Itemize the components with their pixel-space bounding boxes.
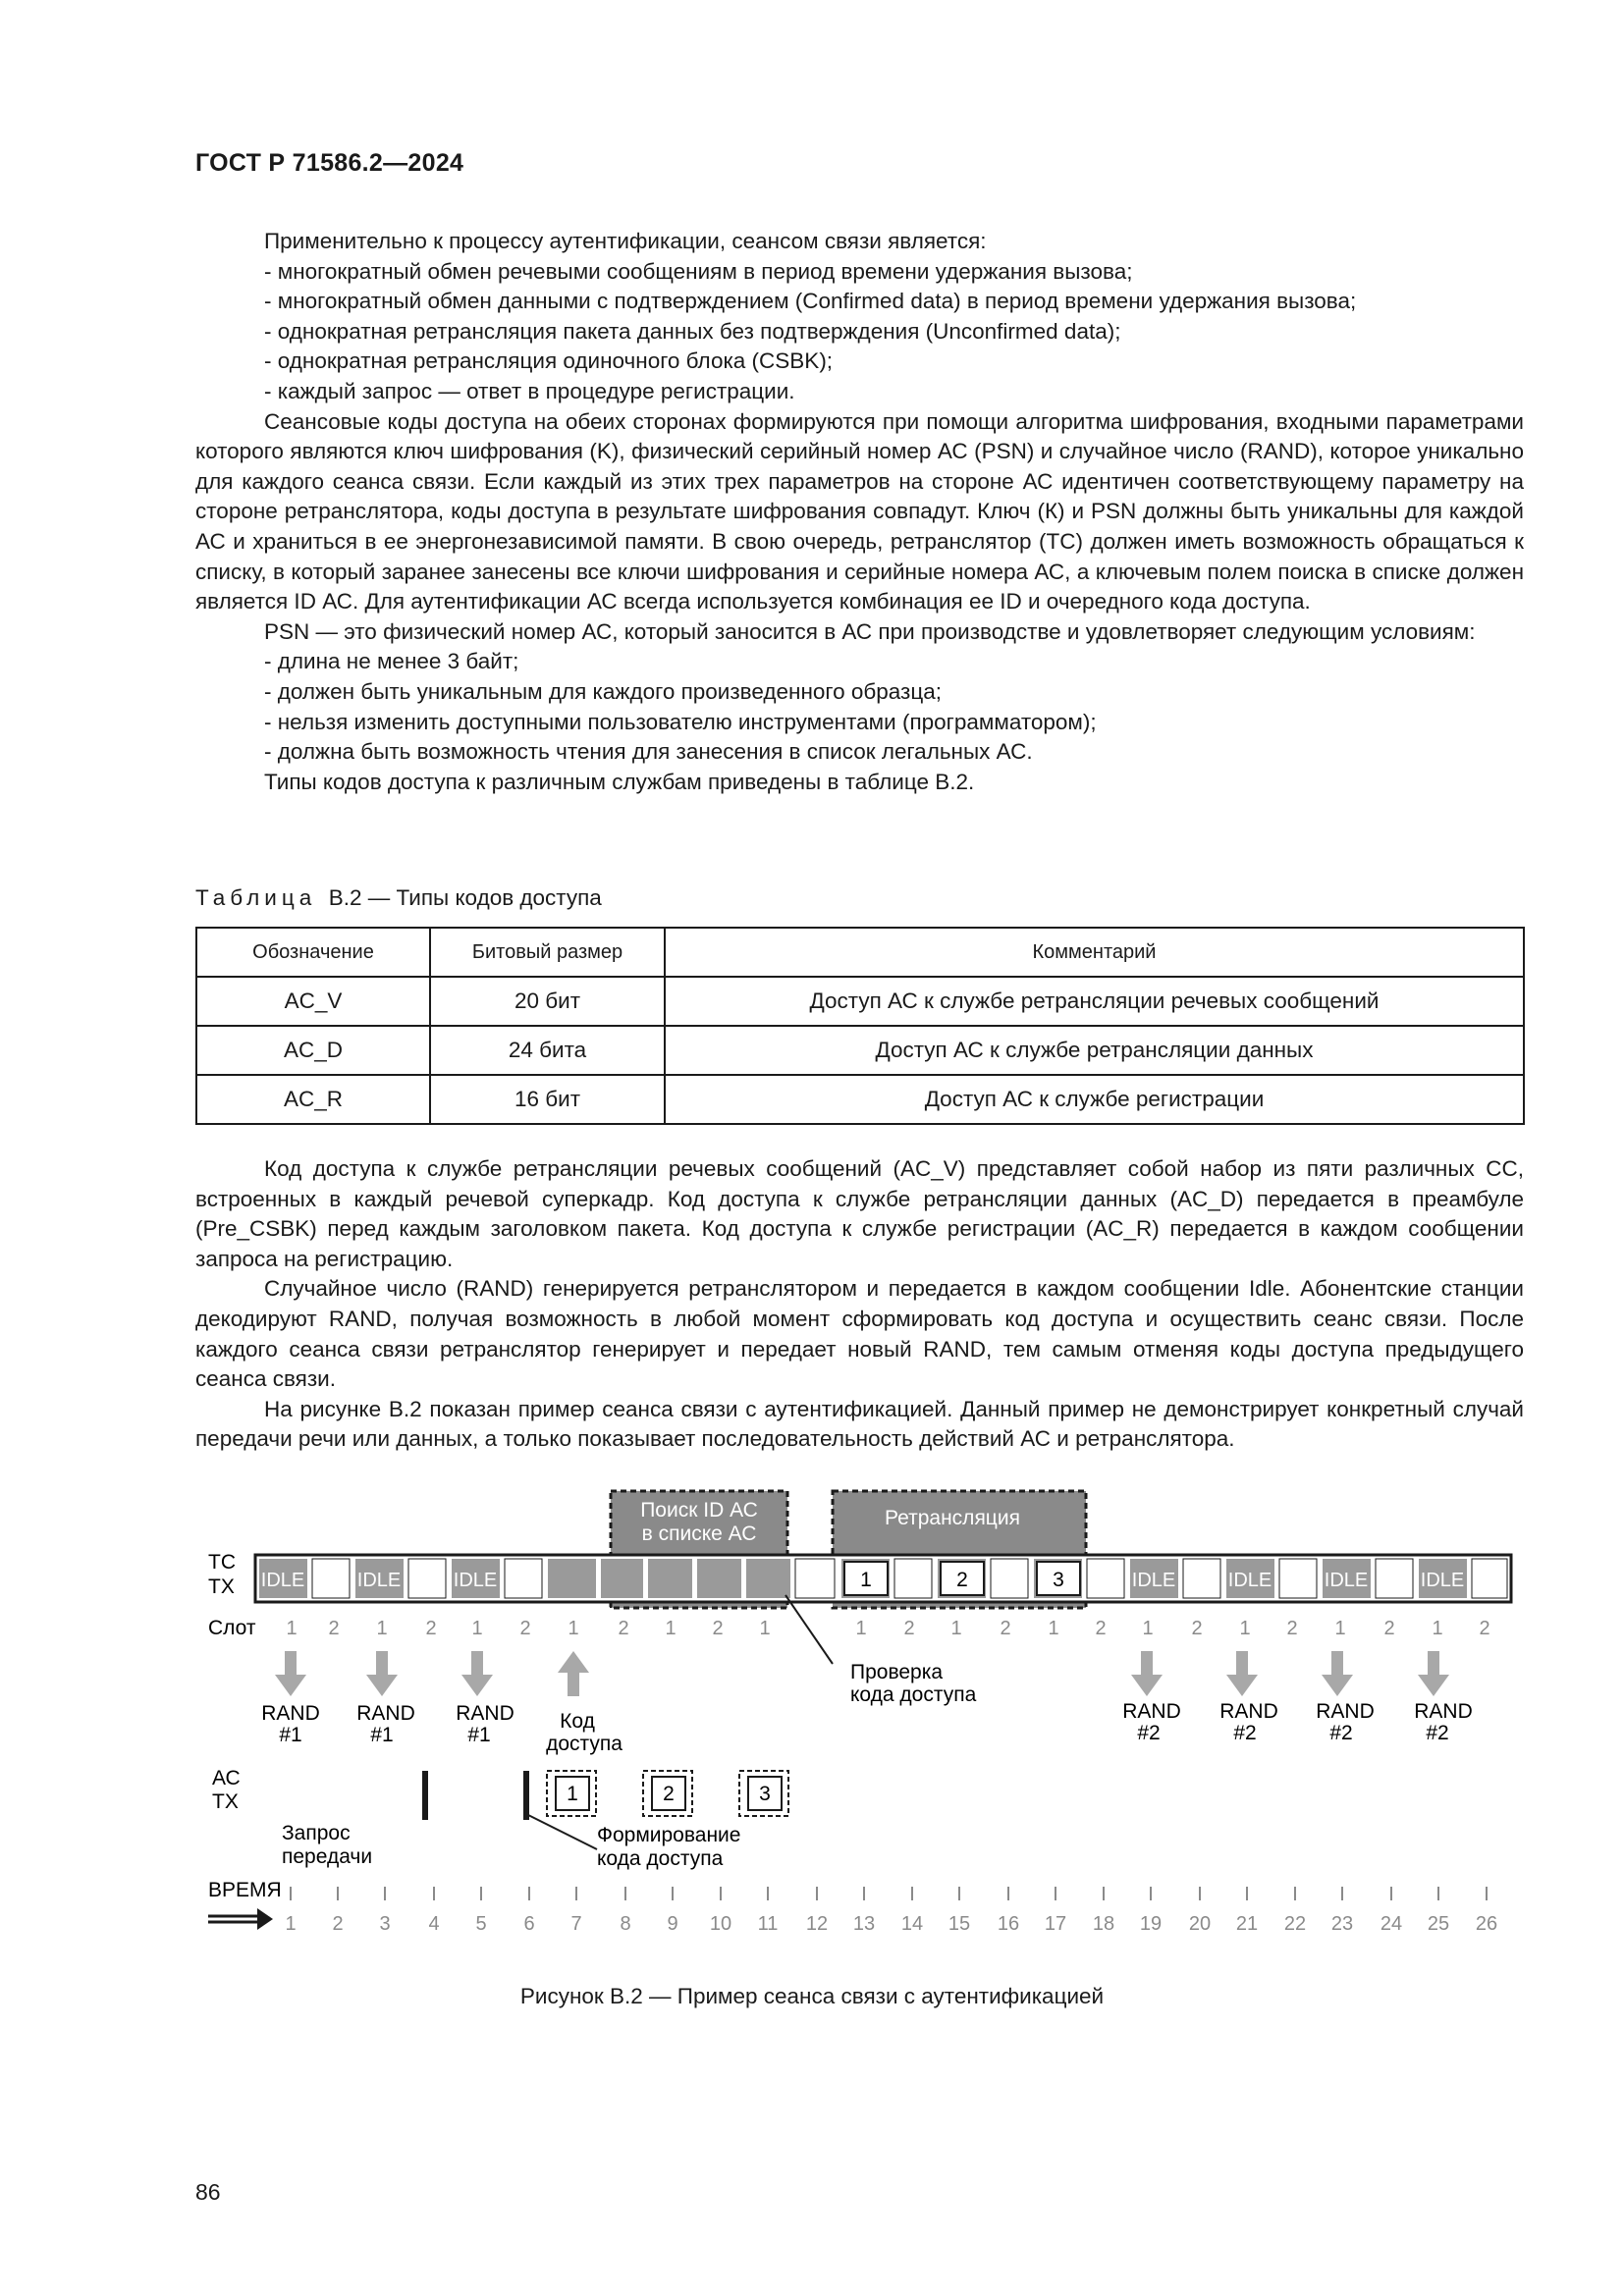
slot-number: 2 [425, 1618, 437, 1639]
slot-numbers [286, 1618, 1489, 1639]
rand-label: RAND [1414, 1700, 1473, 1723]
code-label-line1: Код [560, 1710, 595, 1733]
slot-number: 2 [1000, 1618, 1011, 1639]
relay-slot-1: 1 [860, 1569, 872, 1591]
time-label: ВРЕМЯ [208, 1879, 282, 1901]
rand-index: #1 [279, 1724, 302, 1746]
arrow-down-icon [275, 1651, 306, 1696]
table-header: Обозначение [196, 928, 430, 977]
rand-index: #1 [370, 1724, 394, 1746]
time-number: 4 [428, 1913, 440, 1935]
slot-number: 2 [1095, 1618, 1107, 1639]
ac-label: АС [212, 1767, 241, 1789]
figure-caption: Рисунок В.2 — Пример сеанса связи с аутентификацией [519, 1984, 1105, 2008]
tx-request-line2: передачи [282, 1845, 373, 1868]
time-number: 14 [900, 1913, 924, 1935]
time-number: 5 [475, 1913, 487, 1935]
check-code-line2: кода доступа [850, 1683, 977, 1706]
rand-label: RAND [1219, 1700, 1278, 1723]
tx-request-line1: Запрос [282, 1822, 351, 1844]
arrow-up-icon [558, 1651, 589, 1696]
time-number: 7 [570, 1913, 582, 1935]
idle-slot-label: IDLE [1420, 1570, 1465, 1591]
table-cell: 24 бита [430, 1026, 665, 1075]
time-arrow-icon [257, 1908, 273, 1930]
relay-slot-3: 3 [1053, 1569, 1064, 1591]
time-ticks [291, 1887, 1487, 1900]
table-cell: 16 бит [430, 1075, 665, 1124]
paragraph-ac-v: Код доступа к службе ретрансляции речевых сообщений (AC_V) представляет собой набор из пяти различных СС, встроенных в каждый речевой суперкадр. Код доступа к службе ретрансляции данных (AC_D) передается в преамбуле (Pre_CSBK) перед каждым заголовком пакета. Код доступа к службе регистрации (AC_R) передается в каждом сообщении запроса на регистрацию. [195, 1156, 1524, 1271]
list-item: - длина не менее 3 байт; [195, 647, 1524, 677]
check-code-line1: Проверка [850, 1661, 944, 1683]
slot-number: 2 [1191, 1618, 1203, 1639]
table-cell: Доступ АС к службе ретрансляции речевых сообщений [665, 977, 1524, 1026]
time-number: 2 [332, 1913, 344, 1935]
table-cell: AC_V [196, 977, 430, 1026]
rand-index: #2 [1426, 1722, 1449, 1744]
time-number: 3 [379, 1913, 391, 1935]
slot-number: 1 [1142, 1618, 1154, 1639]
slot-number: 2 [712, 1618, 724, 1639]
list-item: - должен быть уникальным для каждого произведенного образца; [195, 677, 1524, 708]
time-number: 8 [620, 1913, 631, 1935]
table-caption-text: В.2 — Типы кодов доступа [328, 885, 602, 910]
arrow-down-icon [1131, 1651, 1163, 1696]
intro-lead: Применительно к процессу аутентификации, сеансом связи является: [264, 229, 987, 253]
ac-burst-1: 1 [567, 1783, 578, 1805]
list-item: - многократный обмен данными с подтверждением (Confirmed data) в период времени удержания вызова; [195, 287, 1524, 317]
slot-label: Слот [208, 1617, 256, 1639]
tx-label: ТХ [208, 1575, 235, 1598]
paragraph-rand: Случайное число (RAND) генерируется ретранслятором и передается в каждом сообщении Idle. Абонентские станции декодируют RAND, получая возможность в любой момент сформировать код доступа и осуществить сеанс связи. После каждого сеанса связи ретранслятор генерирует и передает новый RAND, тем самым отменяя коды доступа предыдущего сеанса связи. [195, 1276, 1524, 1392]
idle-slot-label: IDLE [1131, 1570, 1176, 1591]
slot-number: 1 [568, 1618, 579, 1639]
list-item: - каждый запрос — ответ в процедуре регистрации. [195, 377, 1524, 407]
page-number: 86 [195, 2179, 221, 2205]
slot-number: 2 [1479, 1618, 1490, 1639]
idle-slot-label: IDLE [453, 1570, 498, 1591]
slot-number: 1 [286, 1618, 298, 1639]
arrow-down-icon [461, 1651, 493, 1696]
table-caption-word: Таблица [195, 885, 317, 910]
slot-number: 2 [519, 1618, 531, 1639]
rand-label: RAND [1316, 1700, 1375, 1723]
time-numbers [285, 1913, 1497, 1935]
paragraph-psn: PSN — это физический номер АС, который заносится в АС при производстве и удовлетворяет следующим условиям: [264, 618, 1476, 644]
rand-label: RAND [261, 1702, 320, 1725]
time-number: 20 [1188, 1913, 1212, 1935]
time-number: 24 [1380, 1913, 1403, 1935]
arrow-down-icon [1226, 1651, 1258, 1696]
code-burst [523, 1771, 529, 1820]
table-cell: Доступ АС к службе ретрансляции данных [665, 1026, 1524, 1075]
idle-slot-label: IDLE [356, 1570, 402, 1591]
arrow-down-icon [1322, 1651, 1353, 1696]
time-number: 12 [805, 1913, 829, 1935]
time-number: 16 [997, 1913, 1020, 1935]
slot-number: 1 [855, 1618, 867, 1639]
relay-slot-2: 2 [956, 1569, 968, 1591]
tx-request-burst [422, 1771, 428, 1820]
time-number: 6 [523, 1913, 535, 1935]
time-number: 13 [852, 1913, 876, 1935]
slot-number: 1 [1048, 1618, 1059, 1639]
rand-label: RAND [456, 1702, 514, 1725]
rand-index: #1 [467, 1724, 491, 1746]
search-box-line2: в списке АС [641, 1522, 757, 1545]
table-cell: 20 бит [430, 977, 665, 1026]
arrow-down-icon [1418, 1651, 1449, 1696]
idle-slot-label: IDLE [1227, 1570, 1272, 1591]
slot-number: 1 [1432, 1618, 1443, 1639]
time-number: 22 [1283, 1913, 1307, 1935]
ts-label: ТС [208, 1551, 236, 1574]
time-number: 9 [667, 1913, 678, 1935]
idle-slot-label: IDLE [1324, 1570, 1369, 1591]
slot-number: 1 [665, 1618, 677, 1639]
slot-number: 2 [903, 1618, 915, 1639]
slot-number: 1 [759, 1618, 771, 1639]
paragraph-types: Типы кодов доступа к различным службам приведены в таблице В.2. [264, 769, 975, 794]
rand-index: #2 [1137, 1722, 1161, 1744]
code-label-line2: доступа [546, 1733, 623, 1755]
slot-number: 2 [618, 1618, 629, 1639]
ac-tx-bursts [547, 1771, 788, 1816]
arrow-down-icon [366, 1651, 398, 1696]
slot-number: 2 [1286, 1618, 1298, 1639]
rand-label: RAND [356, 1702, 415, 1725]
time-number: 21 [1235, 1913, 1259, 1935]
time-number: 11 [757, 1913, 779, 1935]
slot-strip [255, 1555, 1511, 1602]
slot-number: 1 [471, 1618, 483, 1639]
slot-number: 1 [1334, 1618, 1346, 1639]
table-cell: AC_D [196, 1026, 430, 1075]
rand-index: #2 [1233, 1722, 1257, 1744]
list-item: - многократный обмен речевыми сообщениям в период времени удержания вызова; [195, 257, 1524, 288]
document-header: ГОСТ Р 71586.2—2024 [195, 149, 464, 177]
ac-burst-2: 2 [663, 1783, 675, 1805]
time-number: 25 [1427, 1913, 1450, 1935]
slot-number: 2 [1383, 1618, 1395, 1639]
table-header: Битовый размер [430, 928, 665, 977]
search-box-line1: Поиск ID АС [640, 1499, 758, 1522]
table-header: Комментарий [665, 928, 1524, 977]
time-number: 18 [1092, 1913, 1115, 1935]
slot-number: 1 [376, 1618, 388, 1639]
list-item: - нельзя изменить доступными пользователю инструментами (программатором); [195, 708, 1524, 738]
paragraph-figure-intro: На рисунке В.2 показан пример сеанса связи с аутентификацией. Данный пример не демонстрирует конкретный случай передачи речи или данных, а только показывает последовательность действий АС и ретранслятора. [195, 1396, 1524, 1452]
slot-number: 2 [328, 1618, 340, 1639]
rand-label: RAND [1122, 1700, 1181, 1723]
slot-number: 1 [950, 1618, 962, 1639]
rand-index: #2 [1329, 1722, 1353, 1744]
time-number: 10 [709, 1913, 732, 1935]
list-item: - должна быть возможность чтения для занесения в список легальных АС. [195, 737, 1524, 768]
time-number: 17 [1044, 1913, 1067, 1935]
forming-line1: Формирование [597, 1824, 741, 1846]
list-item: - однократная ретрансляция пакета данных без подтверждения (Unconfirmed data); [195, 317, 1524, 347]
time-number: 23 [1330, 1913, 1354, 1935]
ac-tx-label: ТХ [212, 1790, 239, 1813]
rand-labels [261, 1700, 1473, 1755]
slot-number: 1 [1239, 1618, 1251, 1639]
ac-burst-3: 3 [759, 1783, 771, 1805]
list-item: - однократная ретрансляция одиночного блока (CSBK); [195, 347, 1524, 377]
time-number: 19 [1139, 1913, 1163, 1935]
relay-box-label: Ретрансляция [885, 1507, 1020, 1529]
time-number: 26 [1475, 1913, 1498, 1935]
time-number: 15 [947, 1913, 971, 1935]
idle-slot-label: IDLE [260, 1570, 305, 1591]
forming-line2: кода доступа [597, 1847, 724, 1870]
table-cell: Доступ АС к службе регистрации [665, 1075, 1524, 1124]
time-number: 1 [285, 1913, 297, 1935]
table-cell: AC_R [196, 1075, 430, 1124]
paragraph-session-codes: Сеансовые коды доступа на обеих сторонах формируются при помощи алгоритма шифрования, входными параметрами которого являются ключ шифрования (K), физический серийный номер АС (PSN) и случайное число (RAND), которое уникально для каждого сеанса связи. Если каждый из этих трех параметров на стороне АС идентичен соответствующему параметру на стороне ретранслятора, коды доступа в результате шифрования совпадут. Ключ (К) и PSN должны быть уникальны для каждой АС и храниться в ее энергонезависимой памяти. В свою очередь, ретранслятор (ТС) должен иметь возможность обращаться к списку, в который заранее занесены все ключи шифрования и серийные номера АС, а ключевым полем поиска в списке должен является ID АС. Для аутентификации АС всегда используется комбинация ее ID и очередного кода доступа. [195, 408, 1524, 614]
